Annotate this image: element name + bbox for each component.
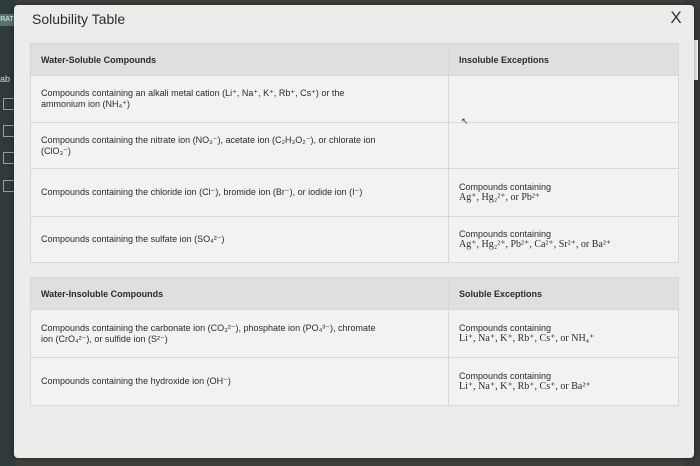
table-row [31, 123, 679, 169]
compound-text: (ClO₃⁻) [41, 145, 71, 156]
compound-cell [31, 169, 449, 217]
compound-text: Compounds containing the chloride ion (Cl⁻), bromide ion (Br⁻), or iodide ion (I⁻) [41, 187, 363, 197]
table-row [31, 310, 679, 358]
compound-text: Compounds containing the sulfate ion (SO₄²⁻) [41, 234, 225, 244]
background-text: ab [0, 74, 11, 84]
exception-label: Compounds containing [459, 371, 552, 381]
exception-cell [449, 123, 679, 169]
compound-text: ammonium ion (NH₄⁺) [41, 99, 130, 109]
column-header-water-soluble: Water-Soluble Compounds [31, 44, 449, 76]
exception-cell [449, 310, 679, 358]
exception-cell [449, 358, 679, 406]
exception-cell [449, 76, 679, 123]
modal-title: Solubility Table [32, 11, 126, 27]
exception-label: Compounds containing [459, 229, 552, 239]
table-row [31, 76, 679, 123]
exception-ions: Li⁺, Na⁺, K⁺, Rb⁺, Cs⁺, or NH₄⁺ [459, 333, 595, 344]
compound-cell [31, 123, 449, 169]
compound-cell [31, 358, 449, 406]
compound-cell [31, 217, 449, 263]
table-row [31, 169, 679, 217]
solubility-table-modal [14, 5, 694, 458]
compound-text: Compounds containing the hydroxide ion (OH⁻) [41, 376, 231, 386]
compound-cell [31, 76, 449, 123]
background-tag: RAT [0, 14, 14, 26]
table-header-row [31, 44, 679, 76]
compound-cell [31, 310, 449, 358]
insoluble-compounds-table [30, 277, 679, 406]
compound-text: ion (CrO₄²⁻), or sulfide ion (S²⁻) [41, 333, 168, 344]
compound-text: Compounds containing an alkali metal cation (Li⁺, Na⁺, K⁺, Rb⁺, Cs⁺) or the [41, 88, 345, 98]
exception-label: Compounds containing [459, 323, 552, 333]
close-icon[interactable]: X [670, 8, 682, 27]
exception-ions: Li⁺, Na⁺, K⁺, Rb⁺, Cs⁺, or Ba²⁺ [459, 381, 591, 392]
soluble-compounds-table [30, 43, 679, 263]
table-row [31, 217, 679, 263]
compound-text: Compounds containing the carbonate ion (CO₃²⁻), phosphate ion (PO₄³⁻), chromate [41, 322, 376, 333]
exception-cell [449, 217, 679, 263]
table-row [31, 358, 679, 406]
compound-text: Compounds containing the nitrate ion (NO₃⁻), acetate ion (C₂H₃O₂⁻), or chlorate ion [41, 134, 376, 145]
table-header-row [31, 278, 679, 310]
exception-cell [449, 169, 679, 217]
column-header-soluble-exceptions: Soluble Exceptions [449, 278, 679, 310]
mouse-cursor-icon: ↖ [461, 116, 469, 126]
exception-label: Compounds containing [459, 182, 552, 192]
exception-ions: Ag⁺, Hg₂²⁺, Pb²⁺, Ca²⁺, Sr²⁺, or Ba²⁺ [459, 239, 612, 250]
exception-ions: Ag⁺, Hg₂²⁺, or Pb²⁺ [459, 192, 541, 203]
column-header-water-insoluble: Water-Insoluble Compounds [31, 278, 449, 310]
column-header-insoluble-exceptions: Insoluble Exceptions [449, 44, 679, 76]
